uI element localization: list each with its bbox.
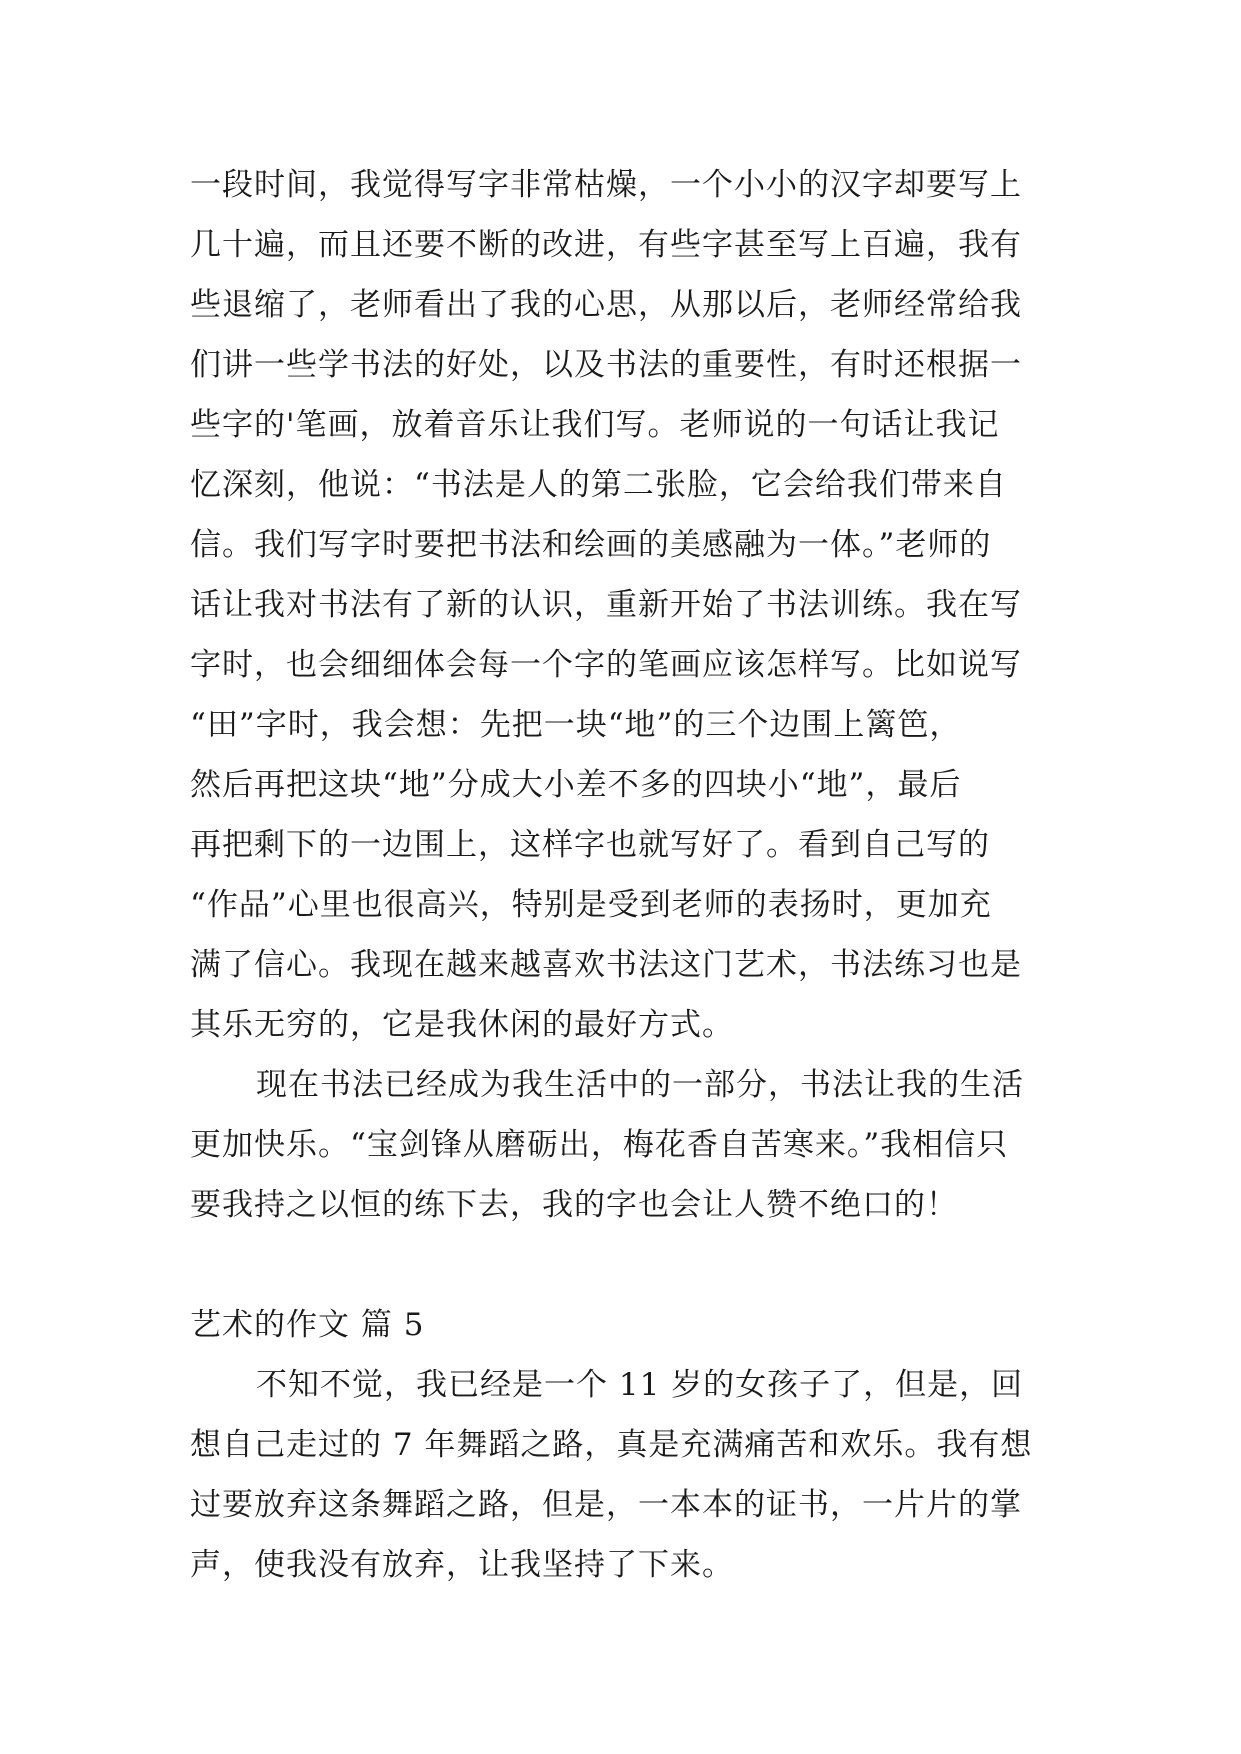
text-line: 几十遍，而且还要不断的改进，有些字甚至写上百遍，我有: [190, 227, 1022, 263]
text-line: 现在书法已经成为我生活中的一部分，书法让我的生活: [256, 1067, 1024, 1103]
text-line: 其乐无穷的，它是我休闲的最好方式。: [190, 1007, 734, 1043]
text-line: 过要放弃这条舞蹈之路，但是，一本本的证书，一片片的掌: [190, 1487, 1022, 1523]
text-line: 话让我对书法有了新的认识，重新开始了书法训练。我在写: [190, 587, 1022, 623]
paragraph-spacer: [190, 1235, 1050, 1295]
text-line: 些退缩了，老师看出了我的心思，从那以后，老师经常给我: [190, 287, 1022, 323]
text-line: 更加快乐。“宝剑锋从磨砺出，梅花香自苦寒来。”我相信只: [190, 1127, 1009, 1163]
text-line: 不知不觉，我已经是一个 11 岁的女孩子了，但是，回: [256, 1367, 1024, 1403]
text-line: “作品”心里也很高兴，特别是受到老师的表扬时，更加充: [190, 887, 992, 923]
text-line: 一段时间，我觉得写字非常枯燥，一个小小的汉字却要写上: [190, 167, 1022, 203]
text-line: “田”字时，我会想：先把一块“地”的三个边围上篱笆，: [190, 707, 962, 743]
paragraph-conclusion: [190, 1055, 1050, 1235]
text-line: 忆深刻，他说：“书法是人的第二张脸，它会给我们带来自: [190, 467, 1007, 503]
paragraph-calligraphy-story: [190, 155, 1050, 1055]
text-line: 们讲一些学书法的好处，以及书法的重要性，有时还根据一: [190, 347, 1022, 383]
text-line: 要我持之以恒的练下去，我的字也会让人赞不绝口的！: [190, 1187, 958, 1223]
text-line: 满了信心。我现在越来越喜欢书法这门艺术，书法练习也是: [190, 947, 1022, 983]
text-line: 然后再把这块“地”分成大小差不多的四块小“地”，最后: [190, 767, 962, 803]
text-line: 些字的'笔画，放着音乐让我们写。老师说的一句话让我记: [190, 407, 1000, 443]
section-heading: 艺术的作文 篇 5: [190, 1307, 425, 1343]
paragraph-dance-story: [190, 1355, 1050, 1595]
document-page: [190, 155, 1050, 1595]
text-line: 字时，也会细细体会每一个字的笔画应该怎样写。比如说写: [190, 647, 1022, 683]
text-line: 再把剩下的一边围上，这样字也就写好了。看到自己写的: [190, 827, 990, 863]
text-line: 想自己走过的 7 年舞蹈之路，真是充满痛苦和欢乐。我有想: [190, 1427, 1033, 1463]
text-line: 信。我们写字时要把书法和绘画的美感融为一体。”老师的: [190, 527, 992, 563]
text-line: 声，使我没有放弃，让我坚持了下来。: [190, 1547, 734, 1583]
